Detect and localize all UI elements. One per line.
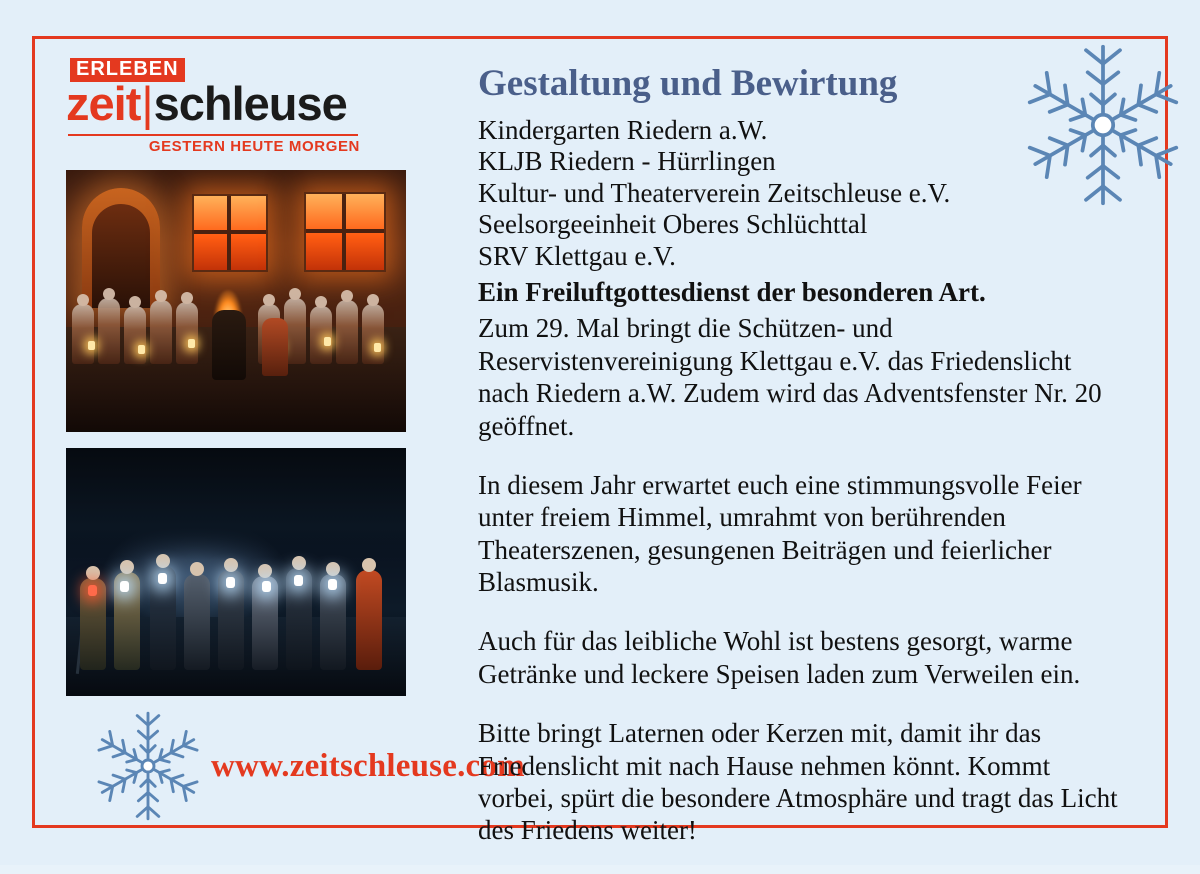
- logo-zeit-text: zeit: [66, 77, 141, 130]
- logo-tagline: GESTERN HEUTE MORGEN: [148, 138, 360, 155]
- logo-erleben-badge: ERLEBEN: [70, 58, 185, 82]
- snowflake-icon-bottom-left: [88, 706, 208, 826]
- body-paragraph-3: Auch für das leibliche Wohl ist bestens gesorgt, warme Getränke und leckere Speisen laden zum Verweilen ein.: [478, 626, 1081, 689]
- logo-separator: |: [141, 77, 153, 130]
- organizer-item: KLJB Riedern - Hürrlingen: [478, 146, 776, 177]
- logo-wordmark: [66, 77, 347, 130]
- photo-lantern-crowd: [66, 170, 406, 432]
- organizer-item: Kindergarten Riedern a.W.: [478, 114, 768, 145]
- left-column: [66, 58, 525, 818]
- snowflake-icon-top-right: [1018, 40, 1188, 210]
- page-title: Gestaltung und Bewirtung: [478, 63, 898, 104]
- photo-headlamp-group: [66, 448, 406, 696]
- logo-schleuse-text: schleuse: [153, 77, 347, 130]
- brand-logo: [66, 58, 366, 158]
- logo-divider: [68, 134, 358, 136]
- body-paragraph-1: Zum 29. Mal bringt die Schützen- und Reservistenvereinigung Klettgau e.V. das Friedenslicht nach Riedern a.W. Zudem wird das Adventsfenster Nr. 20 geöffnet.: [478, 313, 1102, 441]
- body-paragraph-2: In diesem Jahr erwartet euch eine stimmungsvolle Feier unter freiem Himmel, umrahmt von berührenden Theaterszenen, gesungenen Beiträgen und feierlicher Blasmusik.: [478, 469, 1082, 598]
- organizer-item: SRV Klettgau e.V.: [478, 240, 676, 271]
- website-url[interactable]: www.zeitschleuse.com: [211, 748, 525, 784]
- organizer-item: Seelsorgeeinheit Oberes Schlüchttal: [478, 209, 868, 240]
- lead-paragraph: Ein Freiluftgottesdienst der besonderen Art.: [478, 276, 986, 307]
- body-paragraph-4: Bitte bringt Laternen oder Kerzen mit, damit ihr das Friedenslicht mit nach Hause nehmen könnt. Kommt vorbei, spürt die besondere Atmosphäre und tragt das Licht des Friedens weiter!: [478, 718, 1118, 846]
- organizer-item: Kultur- und Theaterverein Zeitschleuse e.V.: [478, 177, 951, 208]
